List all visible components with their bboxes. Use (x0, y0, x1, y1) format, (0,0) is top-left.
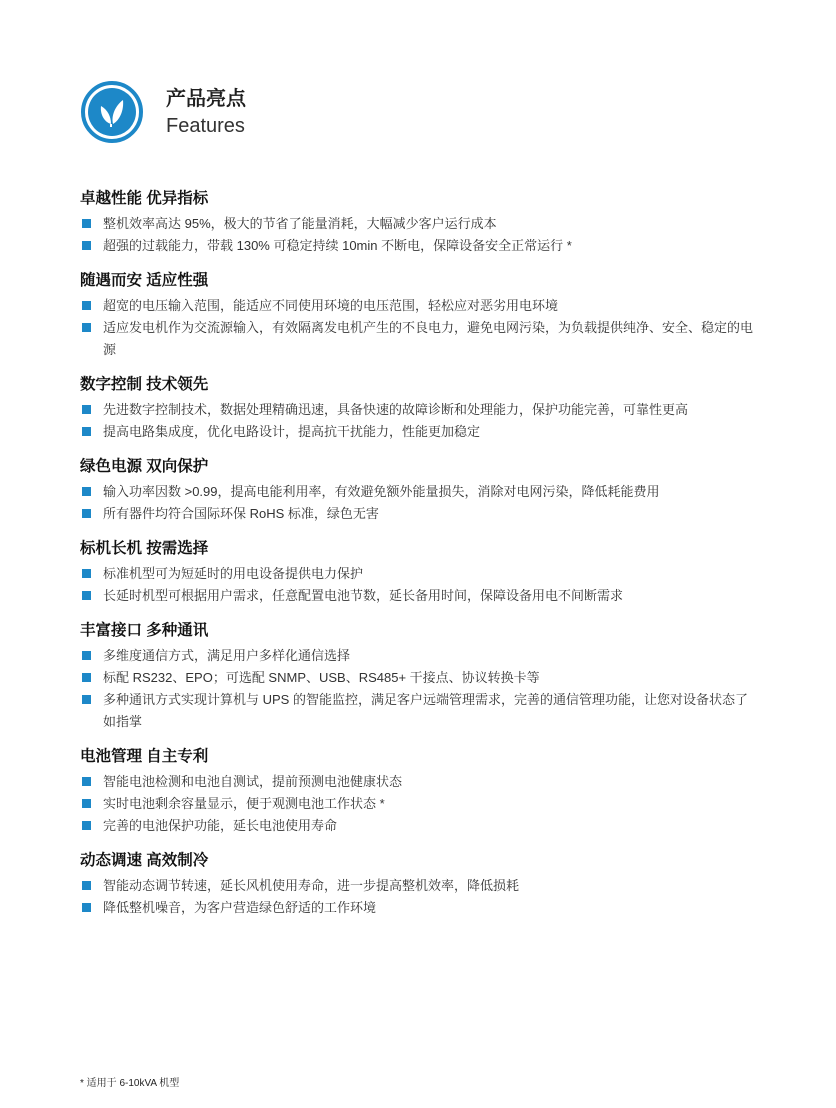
bullet-square-icon (82, 219, 91, 228)
feature-item (80, 563, 760, 585)
feature-section (80, 269, 760, 361)
feature-item-text: 提高电路集成度，优化电路设计，提高抗干扰能力，性能更加稳定 (103, 424, 481, 439)
feature-section (80, 373, 760, 443)
section-title: 卓越性能 优异指标 (80, 190, 209, 207)
feature-item (80, 295, 760, 317)
feature-item-text: 先进数字控制技术，数据处理精确迅速，具备快速的故障诊断和处理能力，保护功能完善，可靠性更高 (103, 402, 689, 417)
section-title: 电池管理 自主专利 (80, 748, 209, 765)
title-english: Features (166, 115, 245, 137)
feature-item-text: 智能动态调节转速，延长风机使用寿命，进一步提高整机效率，降低损耗 (103, 878, 520, 893)
feature-item (80, 771, 760, 793)
feature-item (80, 645, 760, 667)
feature-item-text: 超强的过载能力，带载 130% 可稳定持续 10min 不断电，保障设备安全正常运行 * (103, 238, 572, 253)
bullet-square-icon (82, 405, 91, 414)
features-list (80, 187, 760, 931)
bullet-square-icon (82, 323, 91, 332)
bullet-square-icon (82, 777, 91, 786)
feature-item (80, 897, 760, 919)
feature-item-text: 标准机型可为短延时的用电设备提供电力保护 (103, 566, 364, 581)
feature-section (80, 537, 760, 607)
bullet-square-icon (82, 695, 91, 704)
section-title: 绿色电源 双向保护 (80, 458, 209, 475)
feature-section (80, 455, 760, 525)
feature-item-text: 多种通讯方式实现计算机与 UPS 的智能监控，满足客户远端管理需求，完善的通信管理功能，让您对设备状态了如指掌 (103, 692, 748, 729)
bullet-square-icon (82, 241, 91, 250)
feature-item (80, 213, 760, 235)
bullet-square-icon (82, 509, 91, 518)
feature-item (80, 317, 760, 361)
feature-section (80, 745, 760, 837)
feature-section (80, 619, 760, 733)
bullet-square-icon (82, 487, 91, 496)
feature-item (80, 875, 760, 897)
section-title: 数字控制 技术领先 (80, 376, 209, 393)
feature-item (80, 235, 760, 257)
feature-item (80, 793, 760, 815)
bullet-square-icon (82, 799, 91, 808)
feature-section (80, 187, 760, 257)
feature-item-text: 超宽的电压输入范围，能适应不同使用环境的电压范围，轻松应对恶劣用电环境 (103, 298, 559, 313)
bullet-square-icon (82, 427, 91, 436)
feature-item-text: 整机效率高达 95%，极大的节省了能量消耗，大幅减少客户运行成本 (103, 216, 497, 231)
footnote: * 适用于 6-10kVA 机型 (80, 1078, 180, 1089)
feature-item (80, 689, 760, 733)
feature-section (80, 849, 760, 919)
bullet-square-icon (82, 821, 91, 830)
feature-item-text: 输入功率因数 >0.99，提高电能利用率，有效避免额外能量损失，消除对电网污染，降低耗能费用 (103, 484, 660, 499)
section-title: 随遇而安 适应性强 (80, 272, 209, 289)
feature-item-text: 智能电池检测和电池自测试，提前预测电池健康状态 (103, 774, 403, 789)
leaf-circle-icon (80, 80, 144, 144)
feature-item (80, 667, 760, 689)
bullet-square-icon (82, 651, 91, 660)
feature-item-text: 适应发电机作为交流源输入，有效隔离发电机产生的不良电力，避免电网污染，为负载提供纯净、安全、稳定的电源 (103, 320, 754, 357)
section-title: 动态调速 高效制冷 (80, 852, 209, 869)
feature-item-text: 多维度通信方式，满足用户多样化通信选择 (103, 648, 351, 663)
section-title: 丰富接口 多种通讯 (80, 622, 209, 639)
feature-item-text: 长延时机型可根据用户需求，任意配置电池节数，延长备用时间，保障设备用电不间断需求 (103, 588, 624, 603)
title-chinese: 产品亮点 (166, 88, 246, 110)
feature-item (80, 399, 760, 421)
feature-item (80, 585, 760, 607)
bullet-square-icon (82, 673, 91, 682)
page-title (166, 86, 246, 139)
feature-item-text: 完善的电池保护功能，延长电池使用寿命 (103, 818, 338, 833)
bullet-square-icon (82, 301, 91, 310)
feature-item (80, 503, 760, 525)
bullet-square-icon (82, 591, 91, 600)
bullet-square-icon (82, 881, 91, 890)
feature-item-text: 所有器件均符合国际环保 RoHS 标准，绿色无害 (103, 506, 379, 521)
section-title: 标机长机 按需选择 (80, 540, 209, 557)
feature-item-text: 标配 RS232、EPO；可选配 SNMP、USB、RS485+ 干接点、协议转换卡等 (103, 670, 540, 685)
bullet-square-icon (82, 569, 91, 578)
feature-item (80, 421, 760, 443)
feature-item (80, 481, 760, 503)
feature-item-text: 实时电池剩余容量显示，便于观测电池工作状态 * (103, 796, 385, 811)
feature-item-text: 降低整机噪音，为客户营造绿色舒适的工作环境 (103, 900, 377, 915)
bullet-square-icon (82, 903, 91, 912)
feature-item (80, 815, 760, 837)
